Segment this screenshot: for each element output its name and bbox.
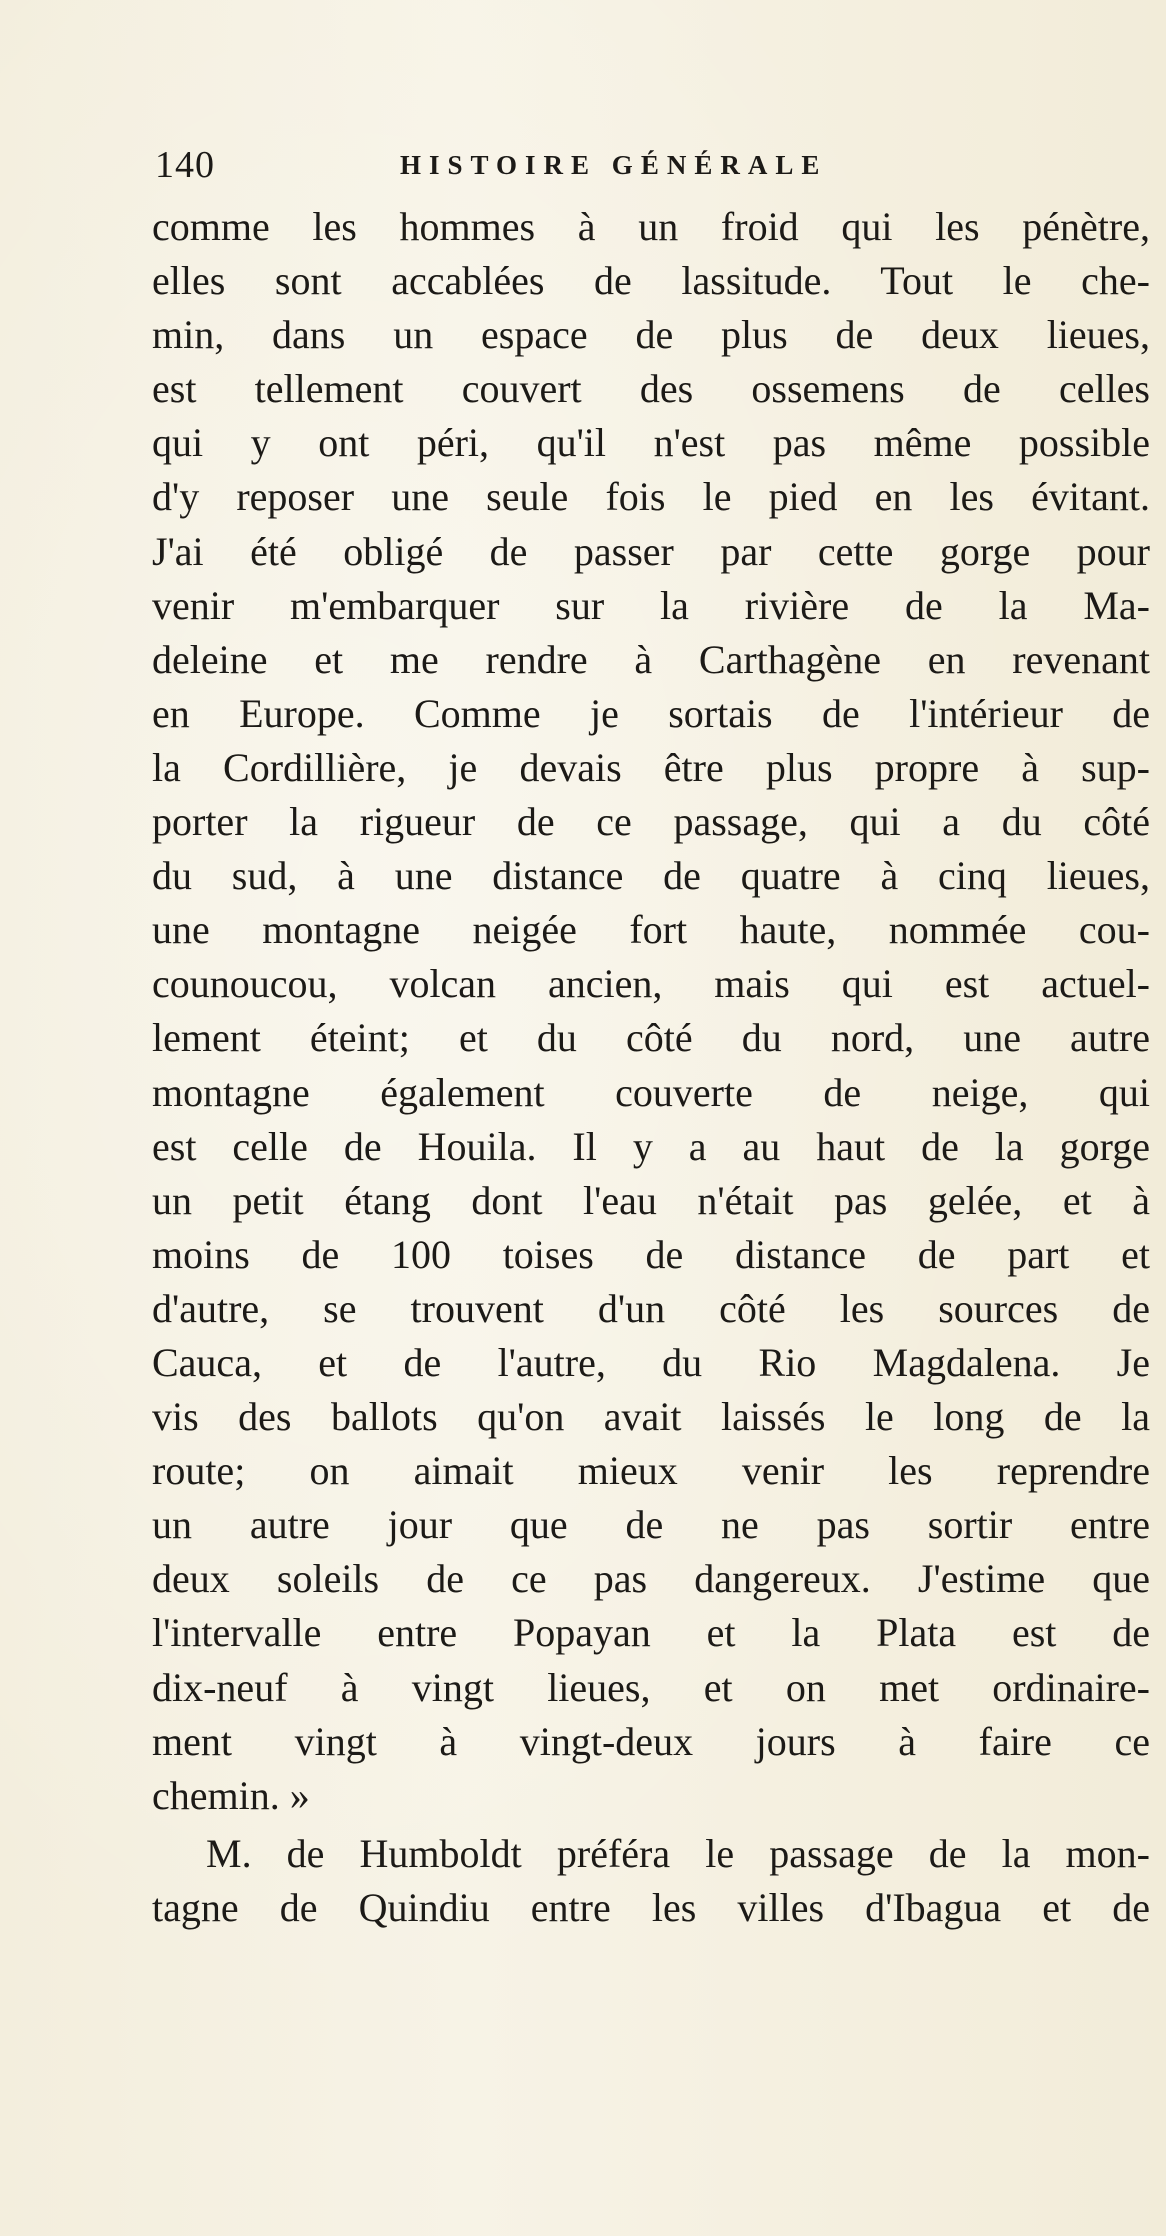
page-number: 140 bbox=[155, 144, 215, 186]
running-head: HISTOIRE GÉNÉRALE bbox=[400, 150, 828, 180]
text-line: J'ai été obligé de passer par cette gorge pour bbox=[152, 528, 1150, 574]
text-line: en Europe. Comme je sortais de l'intérieur de bbox=[152, 690, 1150, 736]
text-line: d'autre, se trouvent d'un côté les sources de bbox=[152, 1285, 1150, 1331]
text-line: une montagne neigée fort haute, nommée cou- bbox=[152, 907, 1150, 953]
text-line: tagne de Quindiu entre les villes d'Ibagua et de bbox=[152, 1884, 1150, 1930]
text-line: venir m'embarquer sur la rivière de la Ma- bbox=[152, 582, 1150, 628]
text-line: du sud, à une distance de quatre à cinq lieues, bbox=[152, 853, 1150, 899]
body-text bbox=[152, 200, 1150, 1935]
text-line: la Cordillière, je devais être plus propre à sup- bbox=[152, 744, 1150, 790]
text-line: qui y ont péri, qu'il n'est pas même possible bbox=[152, 420, 1150, 466]
text-line: porter la rigueur de ce passage, qui a du côté bbox=[152, 799, 1150, 845]
text-line: dix-neuf à vingt lieues, et on met ordinaire- bbox=[152, 1664, 1150, 1710]
text-line: lement éteint; et du côté du nord, une autre bbox=[152, 1015, 1150, 1061]
text-line: elles sont accablées de lassitude. Tout le che- bbox=[152, 258, 1150, 304]
text-line: montagne également couverte de neige, qui bbox=[152, 1069, 1150, 1115]
text-line: Cauca, et de l'autre, du Rio Magdalena. Je bbox=[152, 1339, 1150, 1385]
text-line: un petit étang dont l'eau n'était pas gelée, et à bbox=[152, 1177, 1150, 1223]
text-line: ment vingt à vingt-deux jours à faire ce bbox=[152, 1718, 1150, 1764]
text-line: moins de 100 toises de distance de part et bbox=[152, 1231, 1150, 1277]
text-line: route; on aimait mieux venir les reprendre bbox=[152, 1448, 1150, 1494]
text-line: est celle de Houila. Il y a au haut de la gorge bbox=[152, 1123, 1150, 1169]
text-line: l'intervalle entre Popayan et la Plata est de bbox=[152, 1610, 1150, 1656]
text-line: vis des ballots qu'on avait laissés le long de la bbox=[152, 1394, 1150, 1440]
text-line: un autre jour que de ne pas sortir entre bbox=[152, 1502, 1150, 1548]
text-line: chemin. » bbox=[152, 1772, 310, 1818]
text-line: est tellement couvert des ossemens de celles bbox=[152, 366, 1150, 412]
text-line: min, dans un espace de plus de deux lieues, bbox=[152, 312, 1150, 358]
text-line: deleine et me rendre à Carthagène en revenant bbox=[152, 636, 1150, 682]
text-line: d'y reposer une seule fois le pied en les évitant. bbox=[152, 474, 1150, 520]
text-line: M. de Humboldt préféra le passage de la mon- bbox=[206, 1830, 1150, 1876]
text-line: counoucou, volcan ancien, mais qui est actuel- bbox=[152, 961, 1150, 1007]
text-line: deux soleils de ce pas dangereux. J'estime que bbox=[152, 1556, 1150, 1602]
text-line: comme les hommes à un froid qui les pénètre, bbox=[152, 204, 1150, 249]
